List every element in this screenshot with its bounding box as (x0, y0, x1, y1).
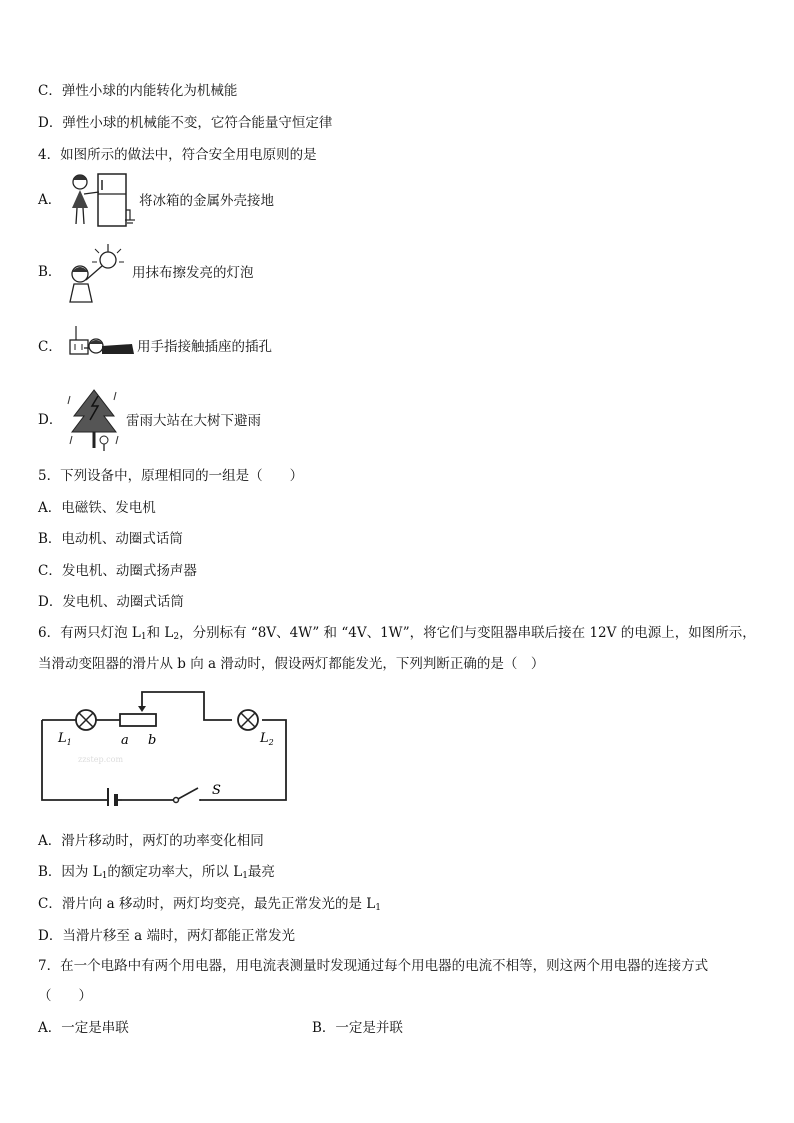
q5-stem: 5．下列设备中，原理相同的一组是（ ） (38, 468, 304, 484)
q5-option-d: D．发电机、动圈式话筒 (38, 594, 184, 610)
circuit-label-a: a (121, 733, 129, 748)
q4-option-d-label: D． (38, 412, 63, 428)
circuit-label-b: b (148, 733, 157, 748)
q6-option-a: A．滑片移动时，两灯的功率变化相同 (38, 833, 264, 849)
q3-option-d: D．弹性小球的机械能不变，它符合能量守恒定律 (38, 115, 333, 131)
q6-circuit-diagram (38, 684, 292, 806)
q7-option-a: A．一定是串联 (38, 1020, 129, 1036)
q4-option-a-illustration (62, 170, 136, 232)
q5-option-a: A．电磁铁、发电机 (38, 500, 156, 516)
circuit-label-l2: $L_2$ (260, 731, 274, 747)
q6-stem-line1: 6．有两只灯泡 $L_1$和 $L_2$，分别标有 “8V、4W” 和 “4V、1W”，将它们与变阻器串联后接在 12V 的电源上，如图所示， (38, 625, 756, 642)
q4-option-b-text: 用抹布擦发亮的灯泡 (132, 265, 254, 281)
q5-option-b: B．电动机、动圈式话筒 (38, 531, 183, 547)
q6-option-d: D．当滑片移至 a 端时，两灯都能正常发光 (38, 928, 295, 944)
q6-stem-line2: 当滑动变阻器的滑片从 b 向 a 滑动时，假设两灯都能发光，下列判断正确的是（ ） (38, 656, 545, 672)
q4-option-d-text: 雷雨大站在大树下避雨 (126, 413, 261, 429)
q6-option-c: C．滑片向 a 移动时，两灯均变亮，最先正常发光的是 $L_1$ (38, 896, 381, 913)
q4-stem: 4．如图所示的做法中，符合安全用电原则的是 (38, 147, 317, 163)
q3-option-c: C．弹性小球的内能转化为机械能 (38, 83, 238, 99)
circuit-watermark: zzstep.com (78, 755, 124, 764)
circuit-label-s: S (212, 783, 221, 798)
q4-option-c-illustration (62, 322, 136, 366)
circuit-label-l1: $L_1$ (58, 731, 72, 747)
q4-option-c-label: C． (38, 339, 62, 355)
q4-option-a-text: 将冰箱的金属外壳接地 (139, 193, 274, 209)
q4-option-b-illustration (62, 244, 130, 306)
q4-option-a-label: A． (38, 192, 62, 208)
q4-option-d-illustration (66, 386, 122, 452)
q7-stem-line1: 7．在一个电路中有两个用电器，用电流表测量时发现通过每个用电器的电流不相等，则这两个用电器的连接方式 (38, 958, 709, 974)
q7-option-b: B．一定是并联 (312, 1020, 403, 1036)
q6-option-b: B．因为 $L_1$的额定功率大，所以 $L_1$最亮 (38, 864, 275, 881)
q7-stem-line2: （ ） (38, 988, 92, 1004)
q4-option-c-text: 用手指接触插座的插孔 (137, 339, 272, 355)
q5-option-c: C．发电机、动圈式扬声器 (38, 563, 197, 579)
q4-option-b-label: B． (38, 264, 62, 280)
